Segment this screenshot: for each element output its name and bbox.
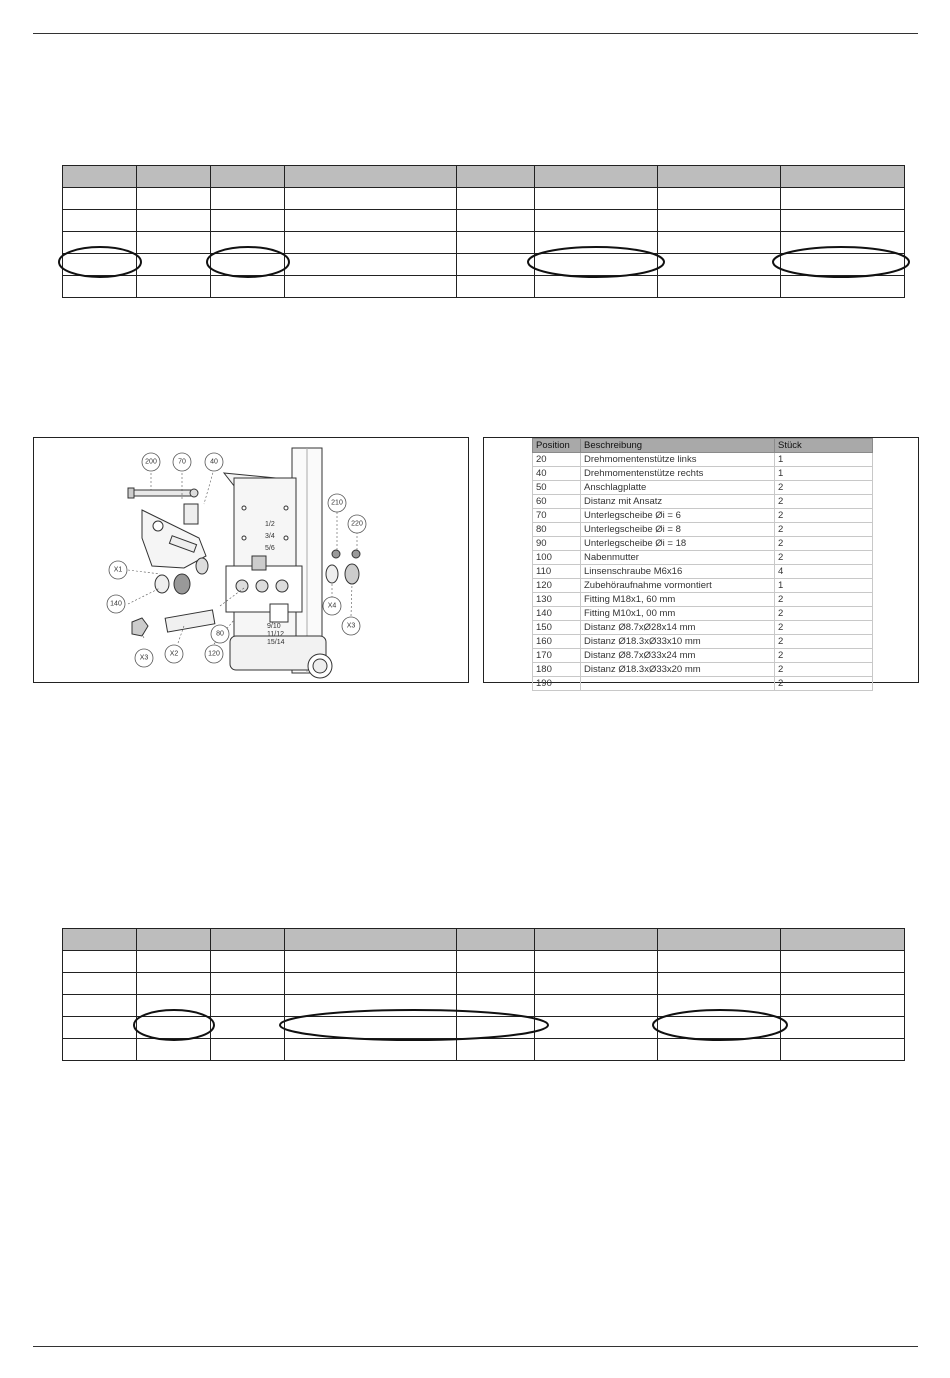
top-rule <box>33 33 918 34</box>
part-description: Distanz Ø8.7xØ33x24 mm <box>581 649 775 663</box>
table-row <box>63 254 905 276</box>
parts-list-row <box>533 649 873 663</box>
callout-x3-right: X3 <box>346 622 356 630</box>
label-1-2: 1/2 <box>265 521 275 528</box>
callout-220: 220 <box>351 520 363 528</box>
table-row <box>63 995 905 1017</box>
parts-list-row <box>533 523 873 537</box>
part-description: Unterlegscheibe Øi = 6 <box>581 509 775 523</box>
part-description: Drehmomentenstütze links <box>581 453 775 467</box>
part-position: 170 <box>533 649 581 663</box>
part-qty: 2 <box>775 621 873 635</box>
part-qty: 2 <box>775 537 873 551</box>
table-header-row <box>63 929 905 951</box>
callout-140: 140 <box>110 600 122 608</box>
header-qty: Stück <box>775 439 873 453</box>
parts-list-row <box>533 593 873 607</box>
part-position: 90 <box>533 537 581 551</box>
callout-200: 200 <box>145 458 157 466</box>
callout-70: 70 <box>178 458 186 466</box>
table-row <box>63 210 905 232</box>
parts-list-row <box>533 481 873 495</box>
header-description: Beschreibung <box>581 439 775 453</box>
lower-grid-table <box>62 928 905 1061</box>
part-description: Anschlagplatte <box>581 481 775 495</box>
parts-list-frame <box>483 437 919 689</box>
part-qty: 4 <box>775 565 873 579</box>
part-qty: 1 <box>775 453 873 467</box>
label-5-6: 5/6 <box>265 545 275 552</box>
part-position: 160 <box>533 635 581 649</box>
part-qty: 2 <box>775 649 873 663</box>
parts-list-row <box>533 677 873 691</box>
part-description: Fitting M18x1, 60 mm <box>581 593 775 607</box>
part-qty: 2 <box>775 495 873 509</box>
part-position: 190 <box>533 677 581 691</box>
part-description: Distanz Ø18.3xØ33x10 mm <box>581 635 775 649</box>
part-position: 180 <box>533 663 581 677</box>
parts-list-row <box>533 551 873 565</box>
parts-list-row <box>533 663 873 677</box>
part-position: 50 <box>533 481 581 495</box>
callout-40: 40 <box>210 458 218 466</box>
part-qty: 2 <box>775 481 873 495</box>
part-description: Nabenmutter <box>581 551 775 565</box>
table-row <box>63 188 905 210</box>
exploded-view-diagram <box>34 438 468 682</box>
parts-list-row <box>533 453 873 467</box>
parts-list-header <box>533 439 873 453</box>
part-description: Unterlegscheibe Øi = 18 <box>581 537 775 551</box>
part-position: 110 <box>533 565 581 579</box>
part-position: 60 <box>533 495 581 509</box>
part-qty: 2 <box>775 509 873 523</box>
part-qty: 2 <box>775 635 873 649</box>
callout-80: 80 <box>216 630 224 638</box>
parts-list-row <box>533 495 873 509</box>
bottom-rule <box>33 1346 918 1347</box>
part-description: Distanz mit Ansatz <box>581 495 775 509</box>
callout-x3-left: X3 <box>139 654 149 662</box>
parts-list-row <box>533 537 873 551</box>
header-position: Position <box>533 439 581 453</box>
parts-list-row <box>533 509 873 523</box>
part-description: Fitting M10x1, 00 mm <box>581 607 775 621</box>
parts-list-row <box>533 621 873 635</box>
table-header-row <box>63 166 905 188</box>
exploded-view-frame <box>33 437 469 683</box>
parts-list-row <box>533 635 873 649</box>
label-9-10: 9/10 <box>267 623 281 630</box>
part-description: Unterlegscheibe Øi = 8 <box>581 523 775 537</box>
label-15-14: 15/14 <box>267 639 285 646</box>
part-position: 140 <box>533 607 581 621</box>
parts-list-row <box>533 607 873 621</box>
part-position: 70 <box>533 509 581 523</box>
part-qty: 2 <box>775 663 873 677</box>
table-row <box>63 276 905 298</box>
label-11-12: 11/12 <box>267 631 284 638</box>
part-position: 150 <box>533 621 581 635</box>
part-position: 80 <box>533 523 581 537</box>
parts-list-table <box>532 438 873 691</box>
part-description: Distanz Ø8.7xØ28x14 mm <box>581 621 775 635</box>
part-position: 20 <box>533 453 581 467</box>
callout-x4: X4 <box>327 602 337 610</box>
callout-x1: X1 <box>113 566 123 574</box>
part-description: Distanz Ø18.3xØ33x20 mm <box>581 663 775 677</box>
part-qty: 2 <box>775 677 873 691</box>
parts-list-row <box>533 565 873 579</box>
part-qty: 2 <box>775 523 873 537</box>
part-description: Drehmomentenstütze rechts <box>581 467 775 481</box>
part-qty: 2 <box>775 551 873 565</box>
part-qty: 2 <box>775 593 873 607</box>
part-position: 130 <box>533 593 581 607</box>
parts-list-row <box>533 467 873 481</box>
upper-grid-table <box>62 165 905 298</box>
callout-120: 120 <box>208 650 220 658</box>
callout-x2: X2 <box>169 650 179 658</box>
table-row <box>63 951 905 973</box>
label-3-4: 3/4 <box>265 533 275 540</box>
part-position: 120 <box>533 579 581 593</box>
part-qty: 2 <box>775 607 873 621</box>
part-description: Zubehöraufnahme vormontiert <box>581 579 775 593</box>
part-qty: 1 <box>775 467 873 481</box>
table-row <box>63 232 905 254</box>
parts-list-row <box>533 579 873 593</box>
part-description: Linsenschraube M6x16 <box>581 565 775 579</box>
part-position: 100 <box>533 551 581 565</box>
table-row <box>63 1039 905 1061</box>
part-qty: 1 <box>775 579 873 593</box>
part-description <box>581 677 775 691</box>
callout-210: 210 <box>331 499 343 507</box>
table-row <box>63 973 905 995</box>
table-row <box>63 1017 905 1039</box>
part-position: 40 <box>533 467 581 481</box>
